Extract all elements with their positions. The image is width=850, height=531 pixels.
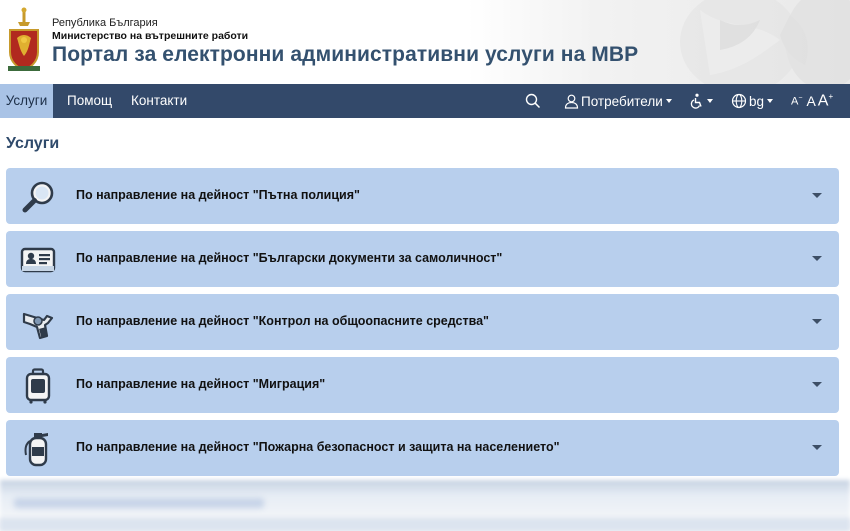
globe-icon bbox=[731, 93, 747, 109]
accessibility-menu[interactable] bbox=[688, 84, 713, 118]
chevron-down-icon bbox=[812, 445, 822, 450]
nav-item-help[interactable]: Помощ bbox=[67, 93, 113, 108]
blurred-text bbox=[14, 498, 264, 508]
chevron-down-icon bbox=[767, 99, 773, 103]
revolver-icon bbox=[20, 305, 56, 341]
users-label: Потребители bbox=[581, 93, 663, 109]
search-button[interactable] bbox=[525, 84, 541, 118]
lion-watermark-icon bbox=[550, 0, 850, 84]
service-road-police[interactable] bbox=[6, 168, 839, 224]
coat-of-arms-logo[interactable] bbox=[6, 6, 42, 76]
chevron-down-icon bbox=[812, 256, 822, 261]
service-label: По направление на дейност "Български документи за самоличност" bbox=[76, 251, 503, 265]
font-decrease-button[interactable]: A− bbox=[791, 94, 803, 108]
magnifier-icon bbox=[20, 179, 56, 215]
nav-item-contacts[interactable]: Контакти bbox=[131, 93, 188, 108]
font-increase-button[interactable]: A+ bbox=[817, 91, 834, 110]
country-name: Република България bbox=[52, 17, 158, 29]
service-migration[interactable] bbox=[6, 357, 839, 413]
service-label: По направление на дейност "Пожарна безопасност и защита на населението" bbox=[76, 440, 560, 454]
language-menu[interactable] bbox=[731, 84, 773, 118]
accessibility-icon bbox=[688, 93, 704, 109]
search-icon bbox=[525, 93, 541, 109]
users-menu[interactable] bbox=[564, 84, 672, 118]
service-label: По направление на дейност "Миграция" bbox=[76, 377, 326, 391]
chevron-down-icon bbox=[812, 319, 822, 324]
language-label: bg bbox=[749, 93, 765, 109]
blurred-band bbox=[0, 518, 850, 531]
chevron-down-icon bbox=[812, 382, 822, 387]
chevron-down-icon bbox=[666, 99, 672, 103]
site-header bbox=[0, 0, 850, 84]
ministry-name: Министерство на вътрешните работи bbox=[52, 30, 249, 42]
suitcase-icon bbox=[20, 368, 56, 404]
service-label: По направление на дейност "Пътна полиция" bbox=[76, 188, 360, 202]
fire-extinguisher-icon bbox=[20, 431, 56, 467]
id-card-icon bbox=[20, 242, 56, 278]
service-dangerous-goods-control[interactable] bbox=[6, 294, 839, 350]
page-title: Услуги bbox=[6, 135, 60, 152]
font-reset-button[interactable]: A bbox=[806, 93, 816, 109]
nav-item-services[interactable]: Услуги bbox=[0, 84, 53, 118]
portal-title[interactable]: Портал за електронни административни услуги на МВР bbox=[52, 43, 639, 66]
chevron-down-icon bbox=[707, 99, 713, 103]
font-size-controls bbox=[791, 84, 833, 118]
user-icon bbox=[564, 94, 579, 109]
service-label: По направление на дейност "Контрол на общоопасните средства" bbox=[76, 314, 489, 328]
service-identity-documents[interactable] bbox=[6, 231, 839, 287]
service-fire-safety[interactable] bbox=[6, 420, 839, 476]
chevron-down-icon bbox=[812, 193, 822, 198]
main-navigation bbox=[0, 84, 850, 118]
